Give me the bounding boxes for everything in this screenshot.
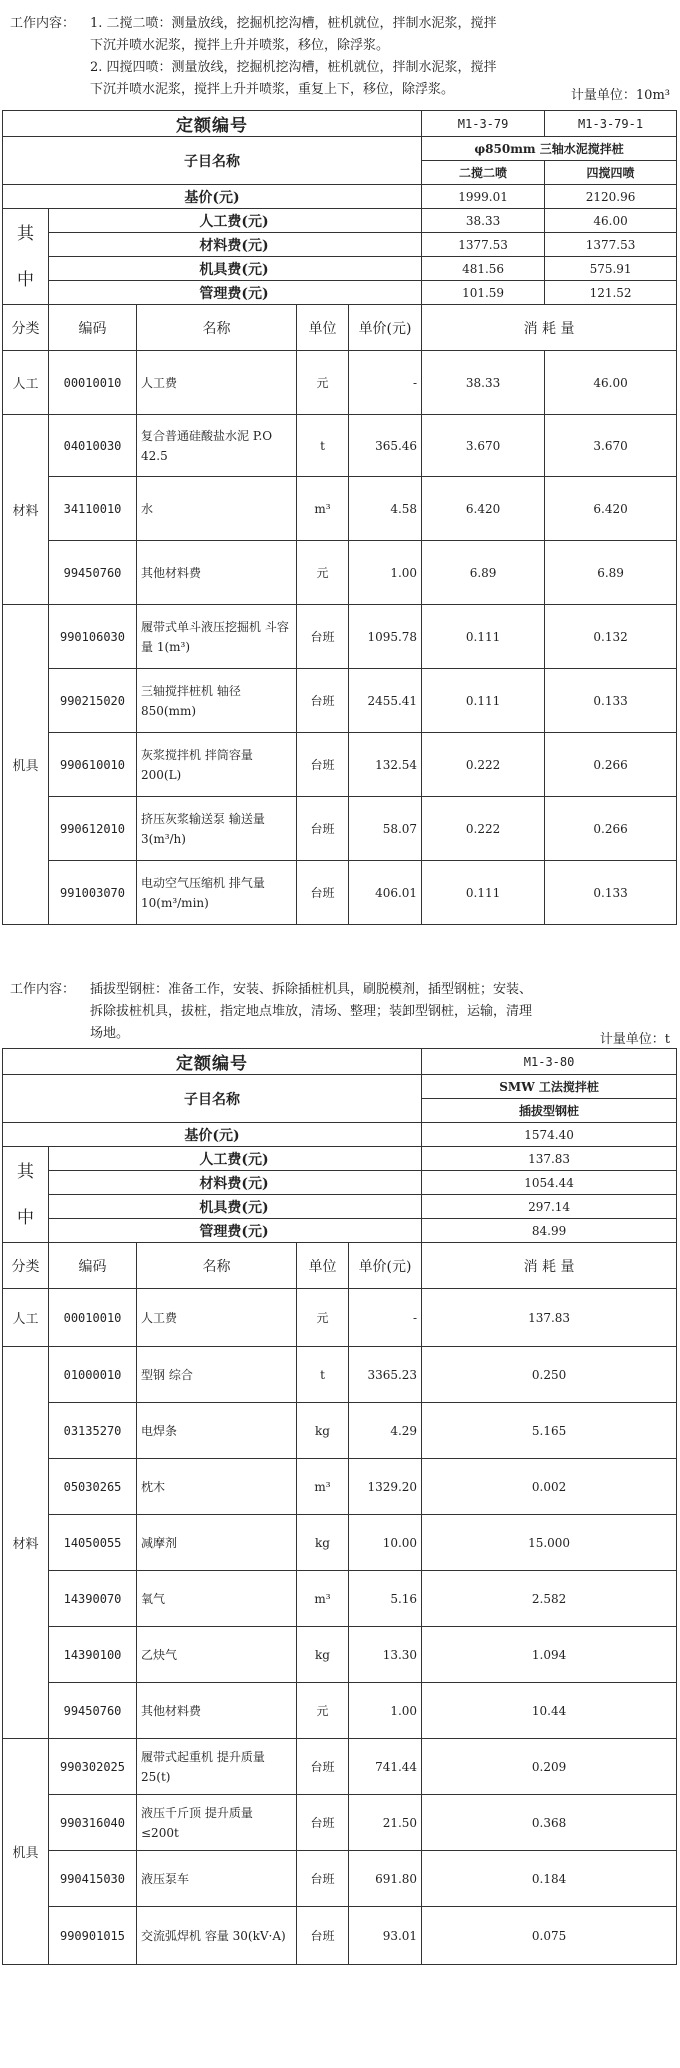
category-label: 材料 bbox=[3, 1347, 49, 1739]
header-unit: 单位 bbox=[297, 1243, 349, 1289]
row-qty: 2.582 bbox=[422, 1571, 677, 1627]
row-price: 13.30 bbox=[349, 1627, 422, 1683]
row-qty: 0.111 bbox=[422, 605, 545, 669]
qizhong-label bbox=[3, 1147, 49, 1243]
table-row bbox=[3, 1515, 677, 1571]
qizhong-char: 其 bbox=[17, 1161, 34, 1182]
row-unit: 台班 bbox=[297, 1795, 349, 1851]
row-qty: 6.420 bbox=[422, 477, 545, 541]
row-code: 14390100 bbox=[49, 1627, 137, 1683]
work-content-line: 下沉并喷水泥浆，搅拌上升并喷浆，移位，除浮浆。 bbox=[90, 38, 390, 53]
row-price: 1329.20 bbox=[349, 1459, 422, 1515]
row-unit: 台班 bbox=[297, 669, 349, 733]
row-price: 58.07 bbox=[349, 797, 422, 861]
row-code: 00010010 bbox=[49, 351, 137, 415]
header-consume: 消 耗 量 bbox=[422, 1243, 677, 1289]
row-unit: m³ bbox=[297, 1571, 349, 1627]
table-row bbox=[3, 733, 677, 797]
base-price-value: 1574.40 bbox=[422, 1123, 677, 1147]
row-qty: 1.094 bbox=[422, 1627, 677, 1683]
table-row bbox=[3, 1459, 677, 1515]
work-content-line: 2. 四搅四喷：测量放线，挖掘机挖沟槽，桩机就位，拌制水泥浆，搅拌 bbox=[90, 60, 497, 75]
row-qty: 0.222 bbox=[422, 733, 545, 797]
header-price: 单价(元) bbox=[349, 305, 422, 351]
row-qty: 0.133 bbox=[545, 861, 677, 925]
row-unit: t bbox=[297, 415, 349, 477]
row-name: 人工费 bbox=[137, 351, 297, 415]
cost-value: 137.83 bbox=[422, 1147, 677, 1171]
header-consume: 消 耗 量 bbox=[422, 305, 677, 351]
row-name: 氧气 bbox=[137, 1571, 297, 1627]
cost-value: 101.59 bbox=[422, 281, 545, 305]
measure-unit: 计量单位：10m³ bbox=[570, 88, 670, 103]
row-price: 2455.41 bbox=[349, 669, 422, 733]
row-qty: 3.670 bbox=[422, 415, 545, 477]
row-unit: 元 bbox=[297, 1683, 349, 1739]
table-row bbox=[3, 605, 677, 669]
row-code: 04010030 bbox=[49, 415, 137, 477]
cost-value: 38.33 bbox=[422, 209, 545, 233]
base-price-value: 1999.01 bbox=[422, 185, 545, 209]
quota-code-label: 定额编号 bbox=[3, 1049, 422, 1075]
category-label: 人工 bbox=[3, 351, 49, 415]
row-code: 99450760 bbox=[49, 541, 137, 605]
quota-table-1 bbox=[2, 110, 677, 925]
row-name: 履带式单斗液压挖掘机 斗容量 1(m³) bbox=[137, 605, 297, 669]
work-content-1 bbox=[10, 14, 670, 104]
row-unit: 台班 bbox=[297, 861, 349, 925]
row-unit: 台班 bbox=[297, 797, 349, 861]
item-sub: 二搅二喷 bbox=[422, 161, 545, 185]
row-unit: 台班 bbox=[297, 1851, 349, 1907]
table-row bbox=[3, 1683, 677, 1739]
category-label: 机具 bbox=[3, 605, 49, 925]
row-qty: 137.83 bbox=[422, 1289, 677, 1347]
row-qty: 0.111 bbox=[422, 669, 545, 733]
row-name: 交流弧焊机 容量 30(kV·A) bbox=[137, 1907, 297, 1965]
measure-unit: 计量单位：t bbox=[599, 1032, 670, 1047]
cost-value: 481.56 bbox=[422, 257, 545, 281]
row-name: 电动空气压缩机 排气量 10(m³/min) bbox=[137, 861, 297, 925]
table-row bbox=[3, 1907, 677, 1965]
row-code: 14390070 bbox=[49, 1571, 137, 1627]
header-cat: 分类 bbox=[3, 305, 49, 351]
work-content-line: 下沉并喷水泥浆，搅拌上升并喷浆，重复上下，移位，除浮浆。 bbox=[90, 82, 455, 97]
cost-value: 1054.44 bbox=[422, 1171, 677, 1195]
row-qty: 0.133 bbox=[545, 669, 677, 733]
item-sub: 四搅四喷 bbox=[545, 161, 677, 185]
row-qty: 0.222 bbox=[422, 797, 545, 861]
row-qty: 10.44 bbox=[422, 1683, 677, 1739]
table-row bbox=[3, 1851, 677, 1907]
header-unit: 单位 bbox=[297, 305, 349, 351]
table-row bbox=[3, 1795, 677, 1851]
item-title: SMW 工法搅拌桩 bbox=[422, 1075, 677, 1099]
row-code: 05030265 bbox=[49, 1459, 137, 1515]
cost-value: 121.52 bbox=[545, 281, 677, 305]
row-price: 4.58 bbox=[349, 477, 422, 541]
cost-value: 1377.53 bbox=[422, 233, 545, 257]
quota-code: M1-3-79-1 bbox=[545, 111, 677, 137]
row-price: 1.00 bbox=[349, 1683, 422, 1739]
quota-table-2 bbox=[2, 1048, 677, 1965]
row-code: 990415030 bbox=[49, 1851, 137, 1907]
table-row bbox=[3, 797, 677, 861]
row-unit: 台班 bbox=[297, 605, 349, 669]
row-code: 990316040 bbox=[49, 1795, 137, 1851]
table-row bbox=[3, 1571, 677, 1627]
row-price: 741.44 bbox=[349, 1739, 422, 1795]
cost-label: 管理费(元) bbox=[49, 281, 422, 305]
row-name: 三轴搅拌桩机 轴径 850(mm) bbox=[137, 669, 297, 733]
category-label: 人工 bbox=[3, 1289, 49, 1347]
qizhong-char: 中 bbox=[17, 269, 34, 290]
work-content-label: 工作内容： bbox=[10, 982, 76, 997]
table-row bbox=[3, 541, 677, 605]
row-price: 132.54 bbox=[349, 733, 422, 797]
row-code: 990302025 bbox=[49, 1739, 137, 1795]
row-name: 水 bbox=[137, 477, 297, 541]
item-name-label: 子目名称 bbox=[3, 1075, 422, 1123]
row-code: 990106030 bbox=[49, 605, 137, 669]
header-price: 单价(元) bbox=[349, 1243, 422, 1289]
row-qty: 6.89 bbox=[545, 541, 677, 605]
row-code: 991003070 bbox=[49, 861, 137, 925]
row-unit: m³ bbox=[297, 477, 349, 541]
row-qty: 3.670 bbox=[545, 415, 677, 477]
row-qty: 0.368 bbox=[422, 1795, 677, 1851]
row-name: 枕木 bbox=[137, 1459, 297, 1515]
row-code: 99450760 bbox=[49, 1683, 137, 1739]
cost-value: 46.00 bbox=[545, 209, 677, 233]
row-qty: 0.132 bbox=[545, 605, 677, 669]
row-qty: 0.266 bbox=[545, 733, 677, 797]
row-name: 型钢 综合 bbox=[137, 1347, 297, 1403]
header-code: 编码 bbox=[49, 305, 137, 351]
row-qty: 0.184 bbox=[422, 1851, 677, 1907]
cost-label: 机具费(元) bbox=[49, 1195, 422, 1219]
row-name: 复合普通硅酸盐水泥 P.O 42.5 bbox=[137, 415, 297, 477]
row-code: 990610010 bbox=[49, 733, 137, 797]
table-row bbox=[3, 1403, 677, 1459]
work-content-line: 插拔型钢桩：准备工作，安装、拆除插桩机具，刷脱模剂，插型钢桩；安装、 bbox=[90, 982, 533, 997]
row-qty: 5.165 bbox=[422, 1403, 677, 1459]
cost-value: 297.14 bbox=[422, 1195, 677, 1219]
row-unit: kg bbox=[297, 1403, 349, 1459]
row-price: - bbox=[349, 351, 422, 415]
item-title: φ850mm 三轴水泥搅拌桩 bbox=[422, 137, 677, 161]
row-code: 990612010 bbox=[49, 797, 137, 861]
table-row bbox=[3, 1739, 677, 1795]
category-label: 材料 bbox=[3, 415, 49, 605]
qizhong-label bbox=[3, 209, 49, 305]
row-qty: 0.209 bbox=[422, 1739, 677, 1795]
row-qty: 0.266 bbox=[545, 797, 677, 861]
row-name: 灰浆搅拌机 拌筒容量 200(L) bbox=[137, 733, 297, 797]
row-qty: 0.111 bbox=[422, 861, 545, 925]
row-qty: 0.250 bbox=[422, 1347, 677, 1403]
qizhong-char: 其 bbox=[17, 223, 34, 244]
row-price: 21.50 bbox=[349, 1795, 422, 1851]
header-name: 名称 bbox=[137, 305, 297, 351]
row-unit: m³ bbox=[297, 1459, 349, 1515]
row-name: 其他材料费 bbox=[137, 1683, 297, 1739]
table-row bbox=[3, 1627, 677, 1683]
work-content-line: 场地。 bbox=[90, 1026, 130, 1041]
table-row bbox=[3, 415, 677, 477]
quota-code-label: 定额编号 bbox=[3, 111, 422, 137]
row-qty: 15.000 bbox=[422, 1515, 677, 1571]
row-price: 93.01 bbox=[349, 1907, 422, 1965]
row-qty: 6.89 bbox=[422, 541, 545, 605]
row-unit: 台班 bbox=[297, 733, 349, 797]
table-row bbox=[3, 351, 677, 415]
row-code: 990901015 bbox=[49, 1907, 137, 1965]
base-price-label: 基价(元) bbox=[3, 1123, 422, 1147]
work-content-line: 拆除拔桩机具，拔桩，指定地点堆放，清场、整理；装卸型钢桩，运输，清理 bbox=[90, 1004, 533, 1019]
cost-label: 人工费(元) bbox=[49, 209, 422, 233]
row-price: 3365.23 bbox=[349, 1347, 422, 1403]
row-price: 406.01 bbox=[349, 861, 422, 925]
row-name: 电焊条 bbox=[137, 1403, 297, 1459]
cost-label: 材料费(元) bbox=[49, 233, 422, 257]
row-code: 03135270 bbox=[49, 1403, 137, 1459]
header-cat: 分类 bbox=[3, 1243, 49, 1289]
row-qty: 38.33 bbox=[422, 351, 545, 415]
item-sub: 插拔型钢桩 bbox=[422, 1099, 677, 1123]
cost-label: 材料费(元) bbox=[49, 1171, 422, 1195]
cost-label: 人工费(元) bbox=[49, 1147, 422, 1171]
row-name: 人工费 bbox=[137, 1289, 297, 1347]
row-name: 挤压灰浆输送泵 输送量 3(m³/h) bbox=[137, 797, 297, 861]
row-qty: 0.075 bbox=[422, 1907, 677, 1965]
row-name: 乙炔气 bbox=[137, 1627, 297, 1683]
row-name: 液压泵车 bbox=[137, 1851, 297, 1907]
item-name-label: 子目名称 bbox=[3, 137, 422, 185]
header-name: 名称 bbox=[137, 1243, 297, 1289]
row-unit: t bbox=[297, 1347, 349, 1403]
base-price-label: 基价(元) bbox=[3, 185, 422, 209]
row-price: 5.16 bbox=[349, 1571, 422, 1627]
row-code: 14050055 bbox=[49, 1515, 137, 1571]
row-unit: kg bbox=[297, 1515, 349, 1571]
table-row bbox=[3, 477, 677, 541]
work-content-line: 1. 二搅二喷：测量放线，挖掘机挖沟槽，桩机就位，拌制水泥浆，搅拌 bbox=[90, 16, 497, 31]
row-price: 365.46 bbox=[349, 415, 422, 477]
header-code: 编码 bbox=[49, 1243, 137, 1289]
row-unit: 台班 bbox=[297, 1739, 349, 1795]
qizhong-char: 中 bbox=[17, 1207, 34, 1228]
row-qty: 0.002 bbox=[422, 1459, 677, 1515]
row-price: - bbox=[349, 1289, 422, 1347]
base-price-value: 2120.96 bbox=[545, 185, 677, 209]
row-code: 34110010 bbox=[49, 477, 137, 541]
cost-value: 1377.53 bbox=[545, 233, 677, 257]
table-row bbox=[3, 861, 677, 925]
cost-label: 管理费(元) bbox=[49, 1219, 422, 1243]
cost-value: 575.91 bbox=[545, 257, 677, 281]
row-name: 其他材料费 bbox=[137, 541, 297, 605]
work-content-2 bbox=[10, 980, 670, 1050]
cost-label: 机具费(元) bbox=[49, 257, 422, 281]
quota-code: M1-3-79 bbox=[422, 111, 545, 137]
row-price: 1095.78 bbox=[349, 605, 422, 669]
table-row bbox=[3, 1289, 677, 1347]
table-row bbox=[3, 669, 677, 733]
work-content-label: 工作内容： bbox=[10, 16, 76, 31]
row-name: 液压千斤顶 提升质量 ≤200t bbox=[137, 1795, 297, 1851]
row-price: 10.00 bbox=[349, 1515, 422, 1571]
row-unit: 元 bbox=[297, 1289, 349, 1347]
row-price: 691.80 bbox=[349, 1851, 422, 1907]
quota-code: M1-3-80 bbox=[422, 1049, 677, 1075]
row-name: 履带式起重机 提升质量 25(t) bbox=[137, 1739, 297, 1795]
row-code: 990215020 bbox=[49, 669, 137, 733]
row-unit: 元 bbox=[297, 351, 349, 415]
row-qty: 46.00 bbox=[545, 351, 677, 415]
row-unit: 台班 bbox=[297, 1907, 349, 1965]
table-row bbox=[3, 1347, 677, 1403]
row-price: 1.00 bbox=[349, 541, 422, 605]
row-price: 4.29 bbox=[349, 1403, 422, 1459]
row-unit: 元 bbox=[297, 541, 349, 605]
row-unit: kg bbox=[297, 1627, 349, 1683]
row-qty: 6.420 bbox=[545, 477, 677, 541]
cost-value: 84.99 bbox=[422, 1219, 677, 1243]
category-label: 机具 bbox=[3, 1739, 49, 1965]
row-code: 00010010 bbox=[49, 1289, 137, 1347]
row-name: 减摩剂 bbox=[137, 1515, 297, 1571]
row-code: 01000010 bbox=[49, 1347, 137, 1403]
